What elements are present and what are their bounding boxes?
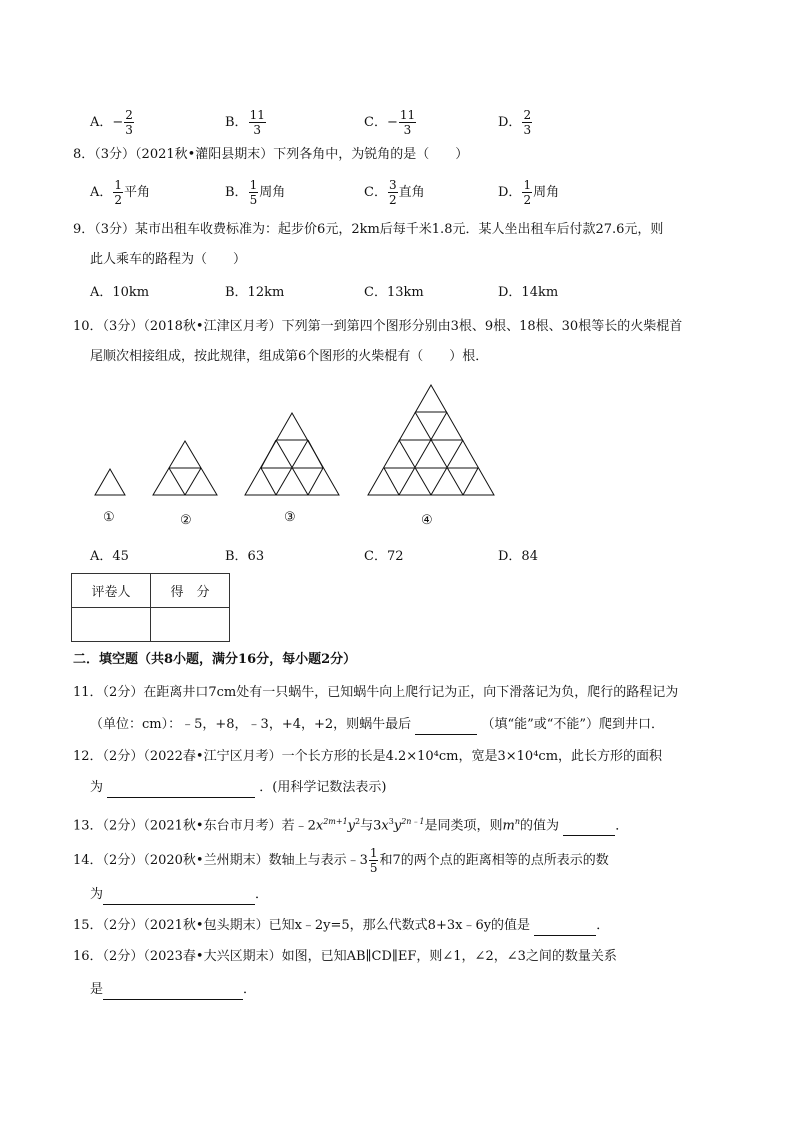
q13-y: y <box>347 818 356 834</box>
denominator: 3 <box>523 123 532 137</box>
denominator: 5 <box>249 193 258 207</box>
q15-text-a: 15．（2分）（2021秋•包头期末）已知x﹣2y=5，那么代数式8+3x﹣6y的值是 <box>73 918 531 933</box>
option-suffix: 平角 <box>124 185 151 200</box>
option-prefix: A． <box>90 185 113 200</box>
q10-option-d: D．84 <box>498 549 538 564</box>
figure-label-2: ② <box>180 513 192 528</box>
numerator: 11 <box>399 108 416 122</box>
denominator: 2 <box>114 193 123 207</box>
numerator: 11 <box>249 108 265 122</box>
q10-option-a: A．45 <box>90 549 129 564</box>
numerator: 1 <box>523 178 532 192</box>
question-15 <box>73 916 609 936</box>
question-11-line-1: 11．（2分）在距离井口7cm处有一只蜗牛，已知蜗牛向上爬行记为正，向下滑落记为负，爬行的路程记为 <box>73 685 679 700</box>
score-table-header-grader: 评卷人 <box>72 574 151 608</box>
q13-x-exp: 2m+1 <box>323 817 348 826</box>
q13-y-exp: 2 <box>355 817 361 826</box>
score-table-cell-score[interactable] <box>151 608 230 642</box>
score-table <box>71 573 230 642</box>
option-prefix: D． <box>498 185 522 200</box>
figure-label-4: ④ <box>421 513 433 528</box>
q16-answer-blank[interactable] <box>103 985 243 1000</box>
option-suffix: 周角 <box>259 185 286 200</box>
q13-after: 是同类项，则 <box>424 818 503 834</box>
q15-text-b: ． <box>596 918 610 933</box>
q11-text-b: （填“能”或“不能”）爬到井口． <box>481 717 665 732</box>
question-11-line-2 <box>90 715 664 735</box>
numerator: 2 <box>125 108 133 122</box>
figure-label-3: ③ <box>284 510 296 525</box>
score-table-header-score: 得 分 <box>151 574 230 608</box>
q16-text-a: 是 <box>90 982 104 997</box>
q13-y2-exp: 2n﹣1 <box>401 817 425 826</box>
q11-answer-blank[interactable] <box>415 720 477 735</box>
q15-answer-blank[interactable] <box>534 921 596 936</box>
q9-option-b: B．12km <box>225 285 285 300</box>
q10-option-b: B．63 <box>225 549 265 564</box>
question-9-line-2: 此人乘车的路程为（ ） <box>90 252 247 267</box>
denominator: 3 <box>253 123 262 137</box>
numerator: 1 <box>114 178 123 192</box>
sign: − <box>386 115 398 130</box>
question-10-line-2: 尾顺次相接组成，按此规律，组成第6个图形的火柴棍有（ ）根． <box>90 349 489 364</box>
question-14-line-1 <box>73 846 609 875</box>
q13-y2: y <box>393 818 402 834</box>
figure-label-1: ① <box>103 510 115 525</box>
score-table-cell-grader[interactable] <box>72 608 151 642</box>
q13-tail: ． <box>615 818 629 834</box>
q13-m-exp: n <box>514 817 521 826</box>
question-12-line-2 <box>90 778 386 798</box>
q14-answer-blank[interactable] <box>103 890 255 905</box>
q13-end: 的值为 <box>520 818 560 834</box>
q12-text-b: ．(用科学记数法表示) <box>259 780 387 795</box>
question-10-line-1: 10．（3分）（2018秋•江津区月考）下列第一到第四个图形分别由3根、9根、18根、30根等长的火柴棍首 <box>73 319 683 334</box>
option-prefix: D． <box>498 115 522 130</box>
numerator: 1 <box>369 846 378 860</box>
sign: − <box>112 115 124 130</box>
section-2-title: 二．填空题（共8小题，满分16分，每小题2分） <box>73 652 357 667</box>
q14-text-b: 和7的两个点的距离相等的点所表示的数 <box>379 853 609 868</box>
q13-prefix: 13．（2分）（2021秋•东台市月考）若﹣2 <box>73 818 316 834</box>
question-9-line-1: 9．（3分）某市出租车收费标准为：起步价6元，2km后每千米1.8元．某人坐出租车后付款27.6元，则 <box>73 222 664 237</box>
q9-option-d: D．14km <box>498 285 559 300</box>
q12-text-a: 为 <box>90 780 104 795</box>
triangle-figure-2 <box>153 441 217 495</box>
question-16-line-2 <box>90 980 256 1000</box>
option-suffix: 直角 <box>398 185 425 200</box>
denominator: 2 <box>523 193 532 207</box>
denominator: 2 <box>388 193 397 207</box>
q9-option-a: A．10km <box>90 285 150 300</box>
option-prefix: C． <box>364 185 387 200</box>
option-suffix: 周角 <box>533 185 560 200</box>
q13-x: x <box>315 818 324 834</box>
question-16-line-1: 16．（2分）（2023春•大兴区期末）如图，已知AB∥CD∥EF，则∠1，∠2，∠3之间的数量关系 <box>73 949 617 964</box>
triangle-figure-4 <box>368 385 494 495</box>
q14-text-c: 为 <box>90 887 104 902</box>
option-prefix: C． <box>364 115 387 130</box>
q14-text-d: ． <box>255 887 269 902</box>
numerator: 3 <box>388 178 397 192</box>
q13-answer-blank[interactable] <box>563 821 615 836</box>
q10-option-c: C．72 <box>364 549 404 564</box>
triangle-figure-3 <box>245 413 339 495</box>
q13-x2-exp: 3 <box>388 817 394 826</box>
option-prefix: B． <box>225 185 248 200</box>
fraction <box>369 846 379 875</box>
option-prefix: B． <box>225 115 248 130</box>
denominator: 3 <box>403 123 412 137</box>
question-13 <box>73 812 628 836</box>
question-14-line-2 <box>90 885 268 905</box>
denominator: 5 <box>369 861 378 875</box>
q14-text-a: 14．（2分）（2020秋•兰州期末）数轴上与表示﹣3 <box>73 853 368 868</box>
q13-m: m <box>502 818 515 834</box>
q13-x2: x <box>381 818 389 834</box>
triangle-figure-1 <box>95 469 125 495</box>
option-prefix: A． <box>90 115 113 130</box>
denominator: 3 <box>125 123 133 137</box>
matchstick-triangle-figures <box>0 0 794 560</box>
q9-option-c: C．13km <box>364 285 424 300</box>
q11-text-a: （单位：cm）：﹣5，+8，﹣3，+4，+2，则蜗牛最后 <box>90 717 412 732</box>
numerator: 2 <box>523 108 532 122</box>
question-12-line-1: 12．（2分）（2022春•江宁区月考）一个长方形的长是4.2×10⁴cm，宽是3×10⁴cm，此长方形的面积 <box>73 749 663 764</box>
question-8-text: 8．（3分）（2021秋•灌阳县期末）下列各角中，为锐角的是（ ） <box>73 147 469 162</box>
q12-answer-blank[interactable] <box>107 783 255 798</box>
numerator: 1 <box>249 178 258 192</box>
q13-mid: 与3 <box>360 818 382 834</box>
q16-text-b: ． <box>243 982 257 997</box>
